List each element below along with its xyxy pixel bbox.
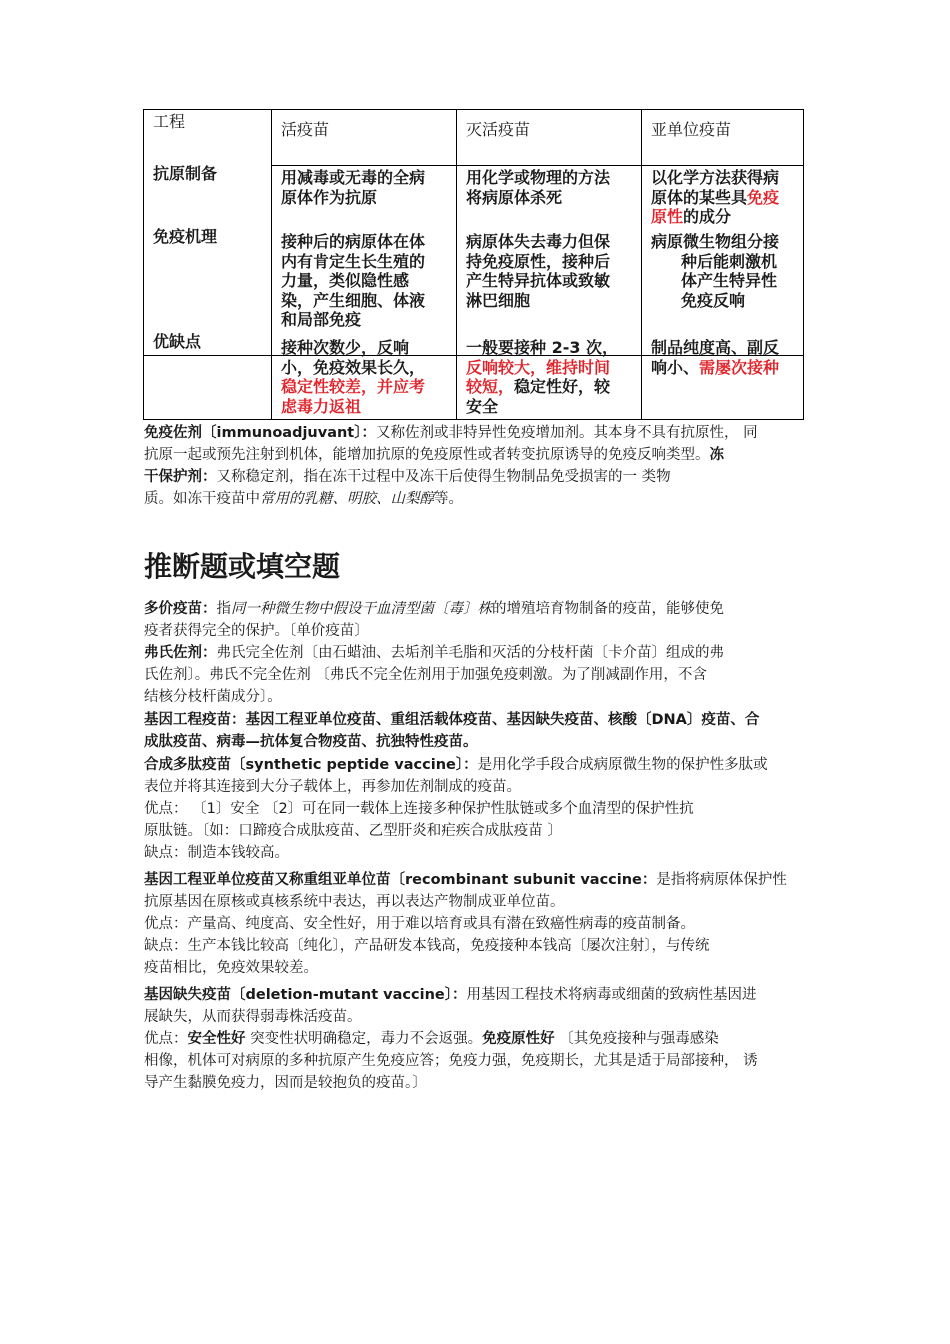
cell-inactivated-antigen: 用化学或物理的方法 将病原体杀死: [466, 168, 611, 207]
row-label-mechanism: 免疫机理: [153, 227, 218, 246]
table-divider: [271, 165, 803, 166]
table-divider: [641, 110, 642, 419]
table-header-live: 活疫苗: [281, 120, 330, 139]
multivalent-paragraph: 多价疫苗：指同一种微生物中假设干血清型菌〔毒〕株的增殖培育物制备的疫苗，能够使免 疫者获得完全的保护。〔单价疫苗〕: [144, 601, 724, 639]
cell-inactivated-pros-cons: 一般要接种 2-3 次， 反响较大，维持时间 较短，稳定性好，较 安全: [466, 338, 619, 416]
cell-live-pros-cons: 接种次数少，反响 小，免疫效果长久， 稳定性较差，并应考 虑毒力返祖: [281, 338, 426, 416]
deletion-mutant-paragraph: 基因缺失疫苗〔deletion-mutant vaccine〕：用基因工程技术将病毒或细菌的致病性基因进 展缺失，从而获得弱毒株活疫苗。 优点：安全性好 突变性状明确稳定，毒力不会返强。免疫原性好 〔其免疫接种与强毒感染 相像，机体可对病原的多种抗原产生免疫应答；免疫力强，免疫期长，尤其是适于局部接种， 诱 导产生黏膜免疫力，因而是较抱负的疫苗。〕: [144, 987, 758, 1091]
freund-paragraph: 弗氏佐剂：弗氏完全佐剂〔由石蜡油、去垢剂羊毛脂和灭活的分枝杆菌〔卡介苗〕组成的弗 氏佐剂〕。弗氏不完全佐剂 〔弗氏不完全佐剂用于加强免疫刺激。为了削减副作用，不含 结核分枝杆菌成分〕。: [144, 645, 724, 705]
row-label-antigen: 抗原制备: [153, 164, 218, 183]
table-divider: [456, 110, 457, 419]
cell-live-antigen: 用减毒或无毒的全病 原体作为抗原: [281, 168, 426, 207]
table-header-project: 工程: [153, 112, 186, 131]
section-title: 推断题或填空题: [144, 550, 341, 583]
vaccine-comparison-table: [143, 109, 804, 420]
genetic-engineering-paragraph: 基因工程疫苗：基因工程亚单位疫苗、重组活载体疫苗、基因缺失疫苗、核酸〔DNA〕疫苗、合 成肽疫苗、病毒—抗体复合物疫苗、抗独特性疫苗。: [144, 712, 760, 750]
table-divider: [271, 110, 272, 419]
table-header-inactivated: 灭活疫苗: [466, 120, 531, 139]
adjuvant-paragraph: 免疫佐剂〔immunoadjuvant〕：又称佐剂或非特异性免疫增加剂。其本身不具有抗原性， 同 抗原一起或预先注射到机体，能增加抗原的免疫原性或者转变抗原诱导的免疫反响类型。冻 干保护剂：又称稳定剂，指在冻干过程中及冻干后使得生物制品免受损害的一 类物 质。如冻干疫苗中常用的乳糖、明胶、山梨醇等。: [144, 425, 758, 507]
recombinant-subunit-paragraph: 基因工程亚单位疫苗又称重组亚单位苗〔recombinant subunit vaccine：是指将病原体保护性 抗原基因在原核或真核系统中表达，再以表达产物制成亚单位苗。 优点：产量高、纯度高、安全性好，用于难以培育或具有潜在致癌性病毒的疫苗制备。 缺点：生产本钱比较高〔纯化〕，产品研发本钱高，免疫接种本钱高〔屡次注射〕，与传统 疫苗相比，免疫效果较差。: [144, 872, 787, 976]
cell-inactivated-mechanism: 病原体失去毒力但保 持免疫原性，接种后 产生特异抗体或致敏 淋巴细胞: [466, 232, 611, 310]
cell-subunit-mechanism: 病原微生物组分接 种后能刺激机 体产生特异性 免疫反响: [651, 232, 780, 310]
row-label-pros-cons: 优缺点: [153, 332, 202, 351]
table-header-subunit: 亚单位疫苗: [651, 120, 732, 139]
cell-subunit-antigen: 以化学方法获得病 原体的某些具免疫 原性的成分: [651, 168, 780, 226]
cell-subunit-pros-cons: 制品纯度高、副反 响小、需屡次接种: [651, 338, 780, 377]
cell-live-mechanism: 接种后的病原体在体 内有肯定生长生殖的 力量，类似隐性感 染，产生细胞、体液 和局部免疫: [281, 232, 426, 329]
synthetic-peptide-paragraph: 合成多肽疫苗〔synthetic peptide vaccine〕：是用化学手段合成病原微生物的保护性多肽或 表位并将其连接到大分子载体上，再参加佐剂制成的疫苗。 优点： 〔1〕安全 〔2〕可在同一载体上连接多种保护性肽链或多个血清型的保护性抗 原肽链。〔如：口蹄疫合成肽疫苗、乙型肝炎和疟疾合成肽疫苗 〕 缺点：制造本钱较高。: [144, 757, 768, 861]
